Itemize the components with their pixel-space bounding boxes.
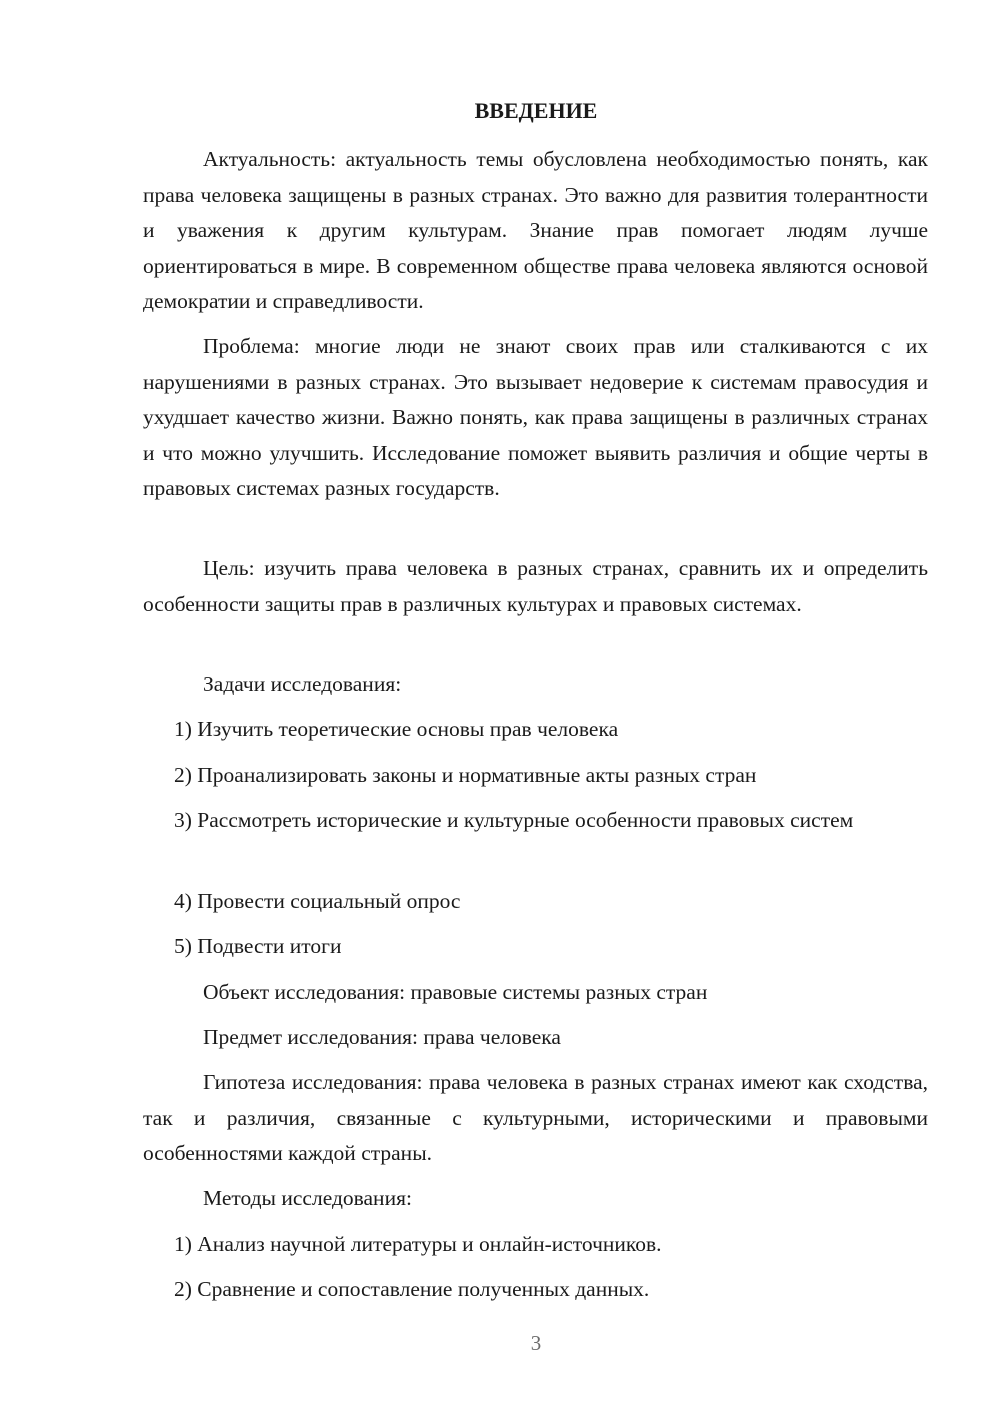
research-object: Объект исследования: правовые системы разных стран [203, 980, 708, 1004]
paragraph-relevance: Актуальность: актуальность темы обусловлена необходимостью понять, как права человека защищены в разных странах. Это важно для развития толерантности и уважения к другим культурам. Знание прав помогает людям лучше ориентироваться в мире. В современном обществе права человека являются основой демократии и справедливости. [143, 147, 928, 313]
method-item-1: 1) Анализ научной литературы и онлайн-источников. [174, 1232, 662, 1256]
methods-heading: Методы исследования: [203, 1186, 412, 1210]
paragraph-problem: Проблема: многие люди не знают своих прав или сталкиваются с их нарушениями в разных странах. Это вызывает недоверие к системам правосудия и ухудшает качество жизни. Важно понять, как права защищены в различных странах и что можно улучшить. Исследование поможет выявить различия и общие черты в правовых системах разных государств. [143, 334, 928, 500]
section-heading: ВВЕДЕНИЕ [474, 98, 598, 123]
task-item-2: 2) Проанализировать законы и нормативные акты разных стран [174, 763, 757, 787]
research-subject: Предмет исследования: права человека [203, 1025, 561, 1049]
tasks-heading: Задачи исследования: [203, 672, 402, 696]
paragraph-goal: Цель: изучить права человека в разных странах, сравнить их и определить особенности защиты прав в различных культурах и правовых системах. [143, 556, 928, 616]
method-item-2: 2) Сравнение и сопоставление полученных данных. [174, 1277, 650, 1301]
page-number: 3 [530, 1331, 542, 1355]
task-item-1: 1) Изучить теоретические основы прав человека [174, 717, 619, 741]
task-item-4: 4) Провести социальный опрос [174, 889, 461, 913]
task-item-5: 5) Подвести итоги [174, 934, 342, 958]
task-item-3: 3) Рассмотреть исторические и культурные особенности правовых систем [174, 808, 854, 832]
paragraph-hypothesis: Гипотеза исследования: права человека в разных странах имеют как сходства, так и различия, связанные с культурными, историческими и правовыми особенностями каждой страны. [143, 1070, 928, 1165]
